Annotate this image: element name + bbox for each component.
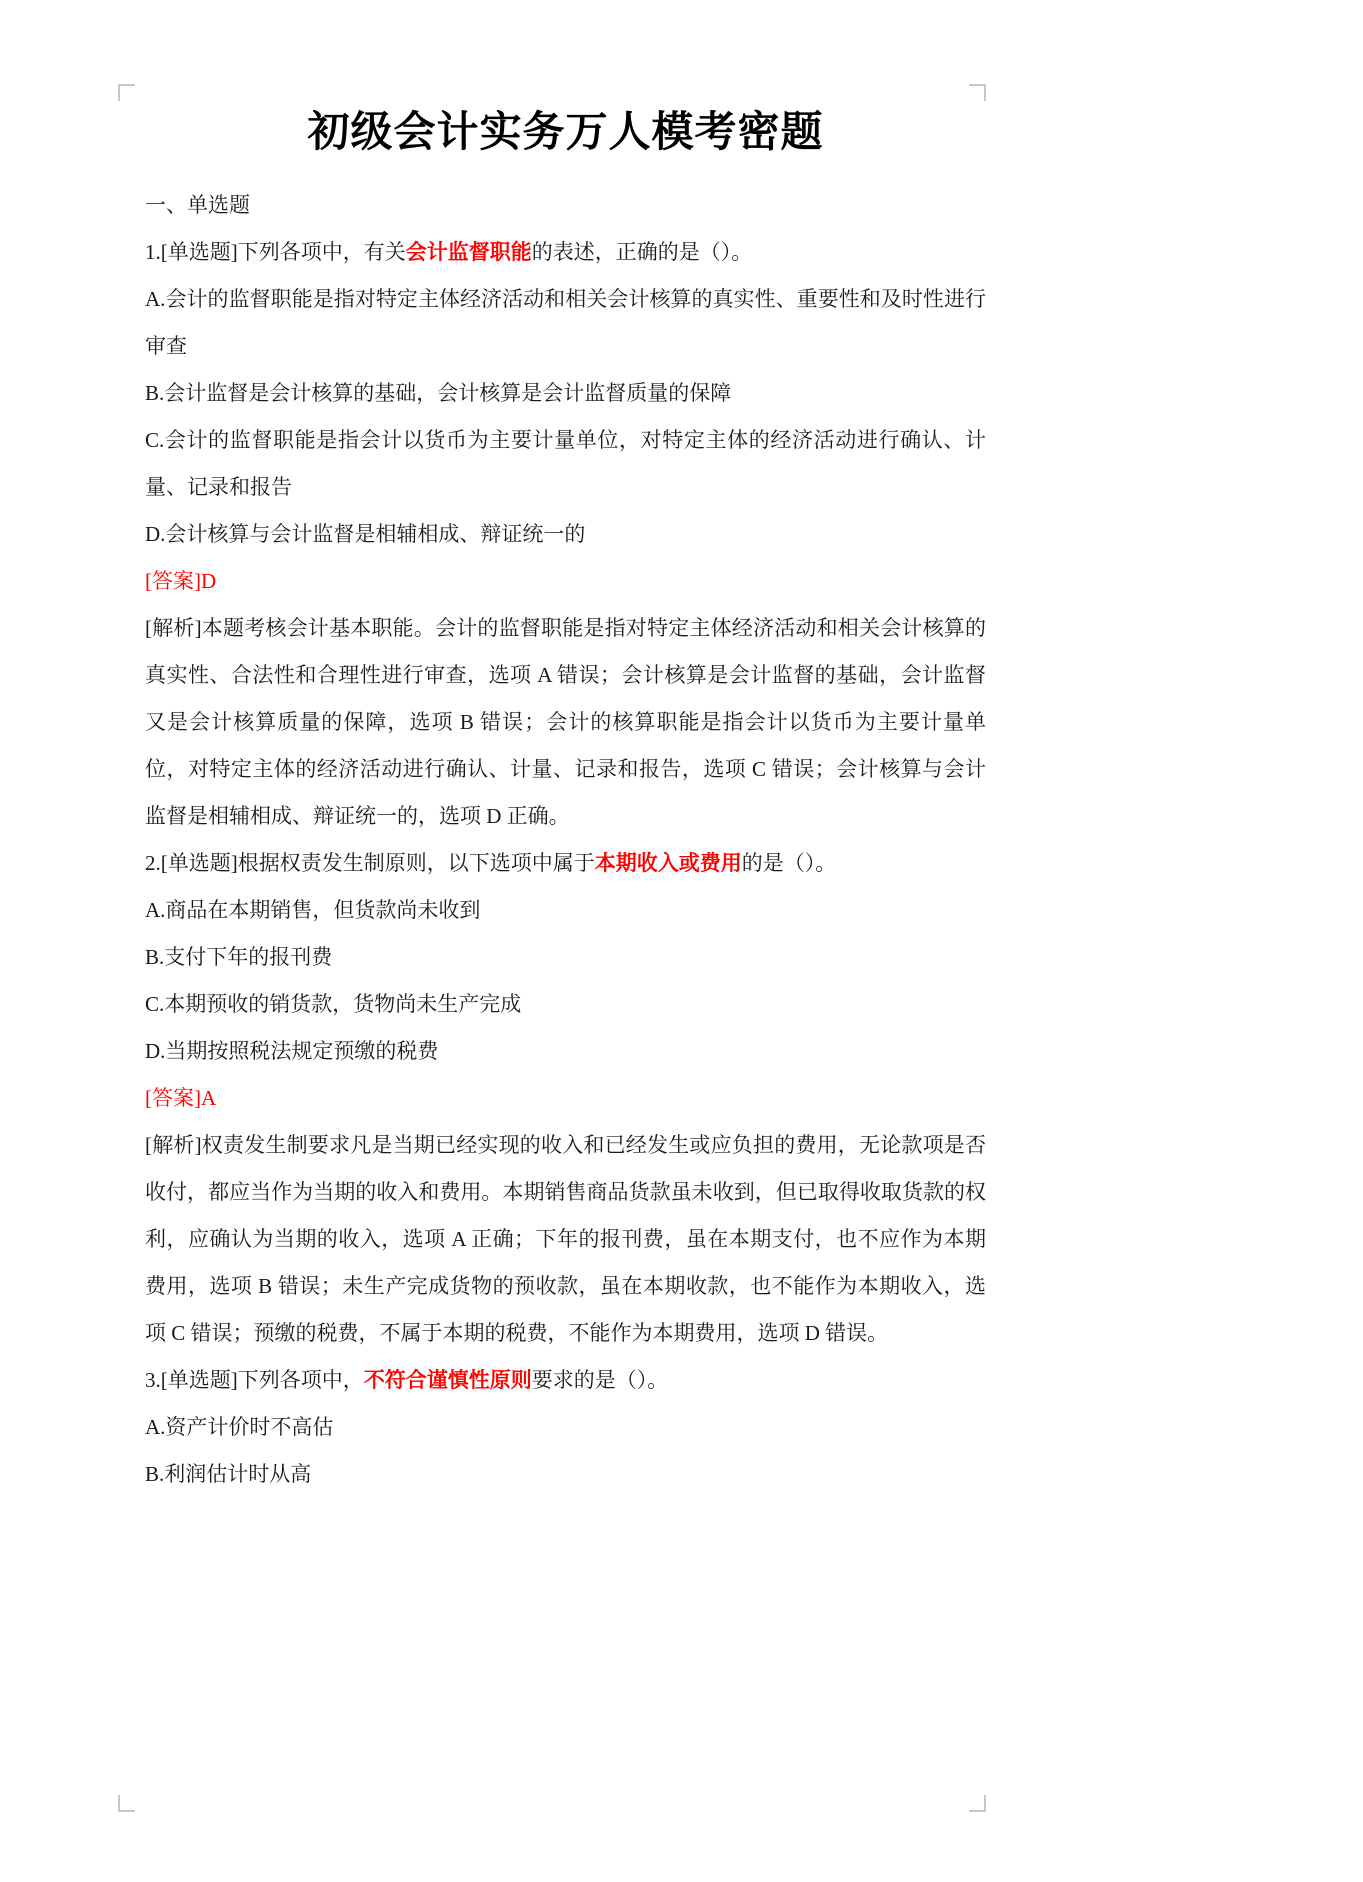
question-2-answer: [答案]A: [145, 1086, 217, 1110]
question-3-stem-text-before: 3.[单选题]下列各项中，: [145, 1368, 364, 1392]
crop-mark-top-left: [118, 84, 135, 101]
question-2-option-d: D.当期按照税法规定预缴的税费: [145, 1039, 439, 1063]
crop-mark-bottom-right: [969, 1795, 986, 1812]
question-1-option-c: C.会计的监督职能是指会计以货币为主要计量单位，对特定主体的经济活动进行确认、计量、记录和报告: [145, 428, 986, 499]
question-2-option-c: C.本期预收的销货款，货物尚未生产完成: [145, 992, 522, 1016]
question-1-option-d: D.会计核算与会计监督是相辅相成、辩证统一的: [145, 522, 586, 546]
question-1-stem-text-before: 1.[单选题]下列各项中，有关: [145, 240, 406, 264]
question-3-option-a: A.资产计价时不高估: [145, 1415, 334, 1439]
crop-mark-bottom-left: [118, 1795, 135, 1812]
question-2-option-b: B.支付下年的报刊费: [145, 945, 333, 969]
question-block-1: [145, 229, 986, 840]
question-3-stem-highlight: 不符合谨慎性原则: [363, 1368, 532, 1392]
question-1-stem-highlight: 会计监督职能: [405, 240, 532, 264]
question-1-stem-text-after: 的表述，正确的是（）。: [531, 240, 753, 264]
question-2-stem: [145, 840, 986, 887]
question-3-stem-text-after: 要求的是（）。: [531, 1368, 669, 1392]
question-2-analysis: [解析]权责发生制要求凡是当期已经实现的收入和已经发生或应负担的费用，无论款项是否收付，都应当作为当期的收入和费用。本期销售商品货款虽未收到，但已取得收取货款的权利，应确认为当期的收入，选项 A 正确；下年的报刊费，虽在本期支付，也不应作为本期费用，选项 B 错误；未生产完成货物的预收款，虽在本期收款，也不能作为本期收入，选项 C 错误；预缴的税费，不属于本期的税费，不能作为本期费用，选项 D 错误。: [145, 1133, 986, 1345]
question-1-analysis: [解析]本题考核会计基本职能。会计的监督职能是指对特定主体经济活动和相关会计核算的真实性、合法性和合理性进行审查，选项 A 错误；会计核算是会计监督的基础，会计监督又是会计核算质量的保障，选项 B 错误；会计的核算职能是指会计以货币为主要计量单位，对特定主体的经济活动进行确认、计量、记录和报告，选项 C 错误；会计核算与会计监督是相辅相成、辩证统一的，选项 D 正确。: [145, 616, 986, 828]
question-2-stem-text-after: 的是（）。: [741, 851, 837, 875]
section-heading: 一、单选题: [145, 193, 250, 217]
question-block-3: [145, 1357, 986, 1498]
crop-mark-top-right: [969, 84, 986, 101]
question-3-stem: [145, 1357, 986, 1404]
question-block-2: [145, 840, 986, 1357]
question-1-option-a: A.会计的监督职能是指对特定主体经济活动和相关会计核算的真实性、重要性和及时性进行审查: [145, 287, 986, 358]
page-title: 初级会计实务万人模考密题: [307, 110, 824, 156]
question-2-stem-text-before: 2.[单选题]根据权责发生制原则，以下选项中属于: [145, 851, 595, 875]
question-2-option-a: A.商品在本期销售，但货款尚未收到: [145, 898, 481, 922]
question-1-answer: [答案]D: [145, 569, 217, 593]
question-2-stem-highlight: 本期收入或费用: [594, 851, 742, 875]
question-1-option-b: B.会计监督是会计核算的基础，会计核算是会计监督质量的保障: [145, 381, 732, 405]
question-1-stem: [145, 229, 986, 276]
question-3-option-b: B.利润估计时从高: [145, 1462, 312, 1486]
document-page: [145, 106, 986, 1498]
